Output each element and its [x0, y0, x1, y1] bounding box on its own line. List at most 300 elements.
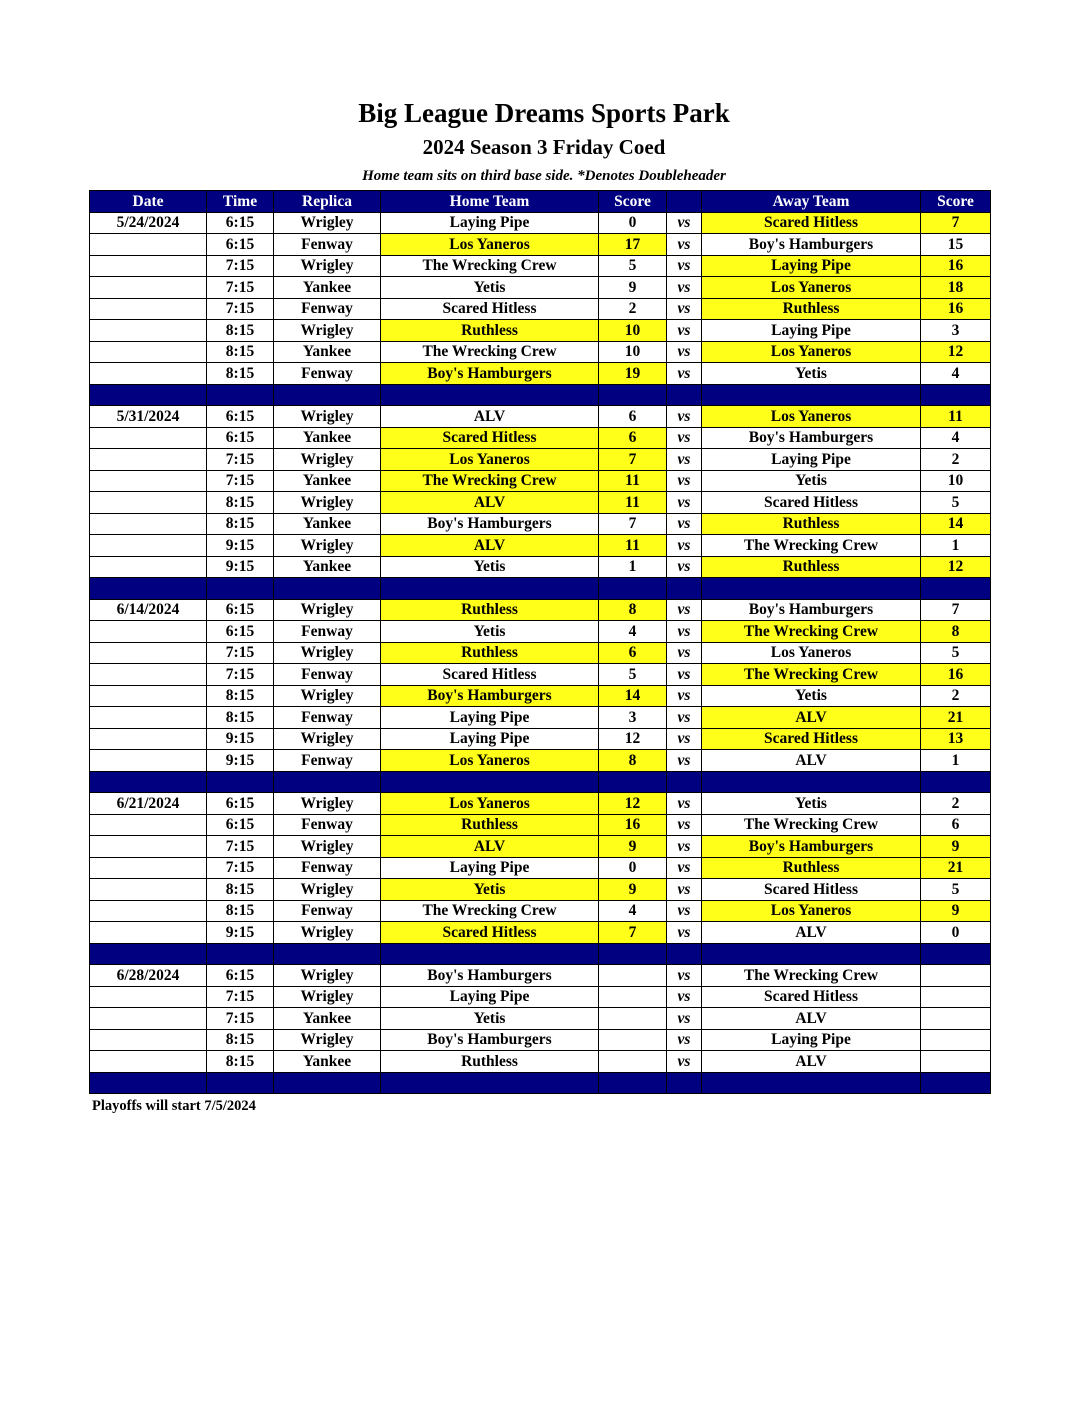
home-team: Boy's Hamburgers	[381, 965, 599, 987]
home-score	[599, 1051, 667, 1073]
vs-label: vs	[667, 556, 702, 578]
vs-label: vs	[667, 1029, 702, 1051]
game-replica: Fenway	[274, 234, 381, 256]
home-team: Scared Hitless	[381, 664, 599, 686]
home-score: 8	[599, 750, 667, 772]
game-date	[90, 1051, 207, 1073]
away-score: 12	[921, 556, 991, 578]
vs-label: vs	[667, 277, 702, 299]
separator-cell	[702, 1072, 921, 1094]
away-score: 15	[921, 234, 991, 256]
vs-label: vs	[667, 685, 702, 707]
away-score: 12	[921, 341, 991, 363]
separator-cell	[667, 384, 702, 406]
game-date	[90, 814, 207, 836]
home-team: Laying Pipe	[381, 986, 599, 1008]
vs-label: vs	[667, 406, 702, 428]
away-score: 3	[921, 320, 991, 342]
home-score: 6	[599, 406, 667, 428]
home-team: ALV	[381, 406, 599, 428]
separator-cell	[90, 578, 207, 600]
game-time: 7:15	[207, 1008, 274, 1030]
game-row	[90, 449, 991, 471]
week-separator	[90, 1072, 991, 1094]
home-score: 2	[599, 298, 667, 320]
away-team: Scared Hitless	[702, 212, 921, 234]
home-score: 0	[599, 212, 667, 234]
game-time: 6:15	[207, 212, 274, 234]
home-score: 8	[599, 599, 667, 621]
separator-cell	[921, 1072, 991, 1094]
away-score: 5	[921, 879, 991, 901]
game-row	[90, 1029, 991, 1051]
game-replica: Wrigley	[274, 965, 381, 987]
game-replica: Wrigley	[274, 212, 381, 234]
vs-label: vs	[667, 1051, 702, 1073]
away-score: 9	[921, 836, 991, 858]
separator-cell	[702, 771, 921, 793]
game-row	[90, 664, 991, 686]
away-team: ALV	[702, 1051, 921, 1073]
home-team: Yetis	[381, 277, 599, 299]
away-team: Laying Pipe	[702, 255, 921, 277]
separator-cell	[274, 771, 381, 793]
game-row	[90, 965, 991, 987]
schedule-table	[89, 190, 991, 1094]
game-replica: Wrigley	[274, 449, 381, 471]
vs-label: vs	[667, 750, 702, 772]
away-team: Boy's Hamburgers	[702, 836, 921, 858]
vs-label: vs	[667, 857, 702, 879]
game-date	[90, 1008, 207, 1030]
game-time: 6:15	[207, 427, 274, 449]
away-score: 2	[921, 793, 991, 815]
away-team: Los Yaneros	[702, 900, 921, 922]
game-date: 5/24/2024	[90, 212, 207, 234]
away-team: The Wrecking Crew	[702, 535, 921, 557]
game-replica: Yankee	[274, 470, 381, 492]
home-score: 7	[599, 922, 667, 944]
game-time: 9:15	[207, 728, 274, 750]
game-row	[90, 986, 991, 1008]
home-team: Laying Pipe	[381, 212, 599, 234]
game-replica: Wrigley	[274, 406, 381, 428]
game-replica: Fenway	[274, 621, 381, 643]
home-score: 5	[599, 255, 667, 277]
away-team: The Wrecking Crew	[702, 965, 921, 987]
page-title: Big League Dreams Sports Park	[358, 98, 730, 128]
game-replica: Wrigley	[274, 836, 381, 858]
game-time: 9:15	[207, 556, 274, 578]
game-row	[90, 470, 991, 492]
game-row	[90, 750, 991, 772]
away-team: Los Yaneros	[702, 642, 921, 664]
game-date	[90, 298, 207, 320]
home-score: 19	[599, 363, 667, 385]
home-score: 11	[599, 535, 667, 557]
home-team: Yetis	[381, 621, 599, 643]
game-replica: Wrigley	[274, 986, 381, 1008]
home-team: Laying Pipe	[381, 728, 599, 750]
home-score: 1	[599, 556, 667, 578]
separator-cell	[90, 384, 207, 406]
away-team: Scared Hitless	[702, 728, 921, 750]
home-score: 6	[599, 427, 667, 449]
separator-cell	[921, 771, 991, 793]
game-row	[90, 492, 991, 514]
game-time: 8:15	[207, 363, 274, 385]
game-replica: Fenway	[274, 814, 381, 836]
home-score: 12	[599, 728, 667, 750]
game-date	[90, 341, 207, 363]
vs-label: vs	[667, 1008, 702, 1030]
game-date	[90, 857, 207, 879]
separator-cell	[702, 578, 921, 600]
game-replica: Wrigley	[274, 535, 381, 557]
vs-label: vs	[667, 427, 702, 449]
game-date: 6/21/2024	[90, 793, 207, 815]
separator-cell	[667, 943, 702, 965]
header-away-score: Score	[921, 191, 991, 213]
week-separator	[90, 943, 991, 965]
separator-cell	[90, 771, 207, 793]
schedule-note: Home team sits on third base side. *Denotes Doubleheader	[362, 168, 726, 184]
game-time: 7:15	[207, 470, 274, 492]
game-time: 8:15	[207, 1029, 274, 1051]
away-team: Scared Hitless	[702, 492, 921, 514]
game-time: 7:15	[207, 986, 274, 1008]
separator-cell	[599, 384, 667, 406]
game-replica: Fenway	[274, 363, 381, 385]
vs-label: vs	[667, 470, 702, 492]
game-replica: Wrigley	[274, 685, 381, 707]
game-replica: Fenway	[274, 664, 381, 686]
home-score: 9	[599, 277, 667, 299]
game-date	[90, 255, 207, 277]
week-separator	[90, 771, 991, 793]
vs-label: vs	[667, 599, 702, 621]
game-date	[90, 728, 207, 750]
separator-cell	[207, 771, 274, 793]
away-score: 16	[921, 298, 991, 320]
game-date	[90, 685, 207, 707]
home-team: The Wrecking Crew	[381, 255, 599, 277]
game-time: 6:15	[207, 965, 274, 987]
game-date	[90, 492, 207, 514]
home-team: The Wrecking Crew	[381, 470, 599, 492]
vs-label: vs	[667, 642, 702, 664]
separator-cell	[667, 771, 702, 793]
home-score: 10	[599, 341, 667, 363]
game-date	[90, 621, 207, 643]
game-replica: Wrigley	[274, 599, 381, 621]
home-score: 14	[599, 685, 667, 707]
game-replica: Wrigley	[274, 793, 381, 815]
separator-cell	[667, 1072, 702, 1094]
home-team: Boy's Hamburgers	[381, 513, 599, 535]
home-team: Ruthless	[381, 599, 599, 621]
away-team: Yetis	[702, 470, 921, 492]
game-time: 7:15	[207, 255, 274, 277]
away-score: 4	[921, 363, 991, 385]
away-score: 14	[921, 513, 991, 535]
home-score	[599, 986, 667, 1008]
playoffs-note: Playoffs will start 7/5/2024	[92, 1098, 256, 1114]
away-score: 21	[921, 707, 991, 729]
away-score: 1	[921, 750, 991, 772]
game-row	[90, 298, 991, 320]
away-team: Los Yaneros	[702, 341, 921, 363]
game-row	[90, 320, 991, 342]
away-team: Los Yaneros	[702, 277, 921, 299]
away-score: 21	[921, 857, 991, 879]
away-team: Ruthless	[702, 513, 921, 535]
away-team: Laying Pipe	[702, 1029, 921, 1051]
separator-cell	[274, 943, 381, 965]
game-replica: Yankee	[274, 556, 381, 578]
game-row	[90, 363, 991, 385]
game-time: 6:15	[207, 793, 274, 815]
away-score: 11	[921, 406, 991, 428]
game-time: 6:15	[207, 621, 274, 643]
header-time: Time	[207, 191, 274, 213]
vs-label: vs	[667, 621, 702, 643]
separator-cell	[207, 384, 274, 406]
game-time: 8:15	[207, 1051, 274, 1073]
away-team: The Wrecking Crew	[702, 664, 921, 686]
game-row	[90, 685, 991, 707]
away-team: Scared Hitless	[702, 986, 921, 1008]
away-score: 16	[921, 255, 991, 277]
game-time: 6:15	[207, 234, 274, 256]
away-score: 1	[921, 535, 991, 557]
vs-label: vs	[667, 836, 702, 858]
separator-cell	[274, 578, 381, 600]
vs-label: vs	[667, 363, 702, 385]
separator-cell	[921, 578, 991, 600]
home-team: Ruthless	[381, 320, 599, 342]
game-replica: Yankee	[274, 277, 381, 299]
home-score: 11	[599, 470, 667, 492]
separator-cell	[599, 578, 667, 600]
vs-label: vs	[667, 965, 702, 987]
home-score: 9	[599, 879, 667, 901]
vs-label: vs	[667, 707, 702, 729]
game-row	[90, 1008, 991, 1030]
header-vs	[667, 191, 702, 213]
separator-cell	[207, 1072, 274, 1094]
separator-cell	[90, 943, 207, 965]
game-replica: Fenway	[274, 900, 381, 922]
separator-cell	[702, 384, 921, 406]
home-team: Los Yaneros	[381, 234, 599, 256]
game-replica: Wrigley	[274, 1029, 381, 1051]
game-date	[90, 535, 207, 557]
game-time: 6:15	[207, 599, 274, 621]
game-row	[90, 836, 991, 858]
separator-cell	[274, 384, 381, 406]
vs-label: vs	[667, 513, 702, 535]
week-separator	[90, 384, 991, 406]
vs-label: vs	[667, 793, 702, 815]
game-time: 6:15	[207, 406, 274, 428]
away-score	[921, 986, 991, 1008]
home-team: Yetis	[381, 879, 599, 901]
game-row	[90, 900, 991, 922]
header-date: Date	[90, 191, 207, 213]
home-score	[599, 965, 667, 987]
game-replica: Fenway	[274, 857, 381, 879]
game-time: 7:15	[207, 664, 274, 686]
game-replica: Yankee	[274, 1051, 381, 1073]
game-date	[90, 900, 207, 922]
away-team: Laying Pipe	[702, 320, 921, 342]
vs-label: vs	[667, 900, 702, 922]
home-score: 10	[599, 320, 667, 342]
game-time: 7:15	[207, 449, 274, 471]
game-date	[90, 234, 207, 256]
home-team: The Wrecking Crew	[381, 900, 599, 922]
away-team: Boy's Hamburgers	[702, 427, 921, 449]
game-date	[90, 449, 207, 471]
game-replica: Wrigley	[274, 320, 381, 342]
page-subtitle: 2024 Season 3 Friday Coed	[422, 135, 666, 159]
home-team: ALV	[381, 492, 599, 514]
away-score	[921, 1051, 991, 1073]
game-row	[90, 599, 991, 621]
separator-cell	[599, 943, 667, 965]
vs-label: vs	[667, 728, 702, 750]
schedule-body	[90, 212, 991, 1094]
game-time: 8:15	[207, 707, 274, 729]
game-date	[90, 986, 207, 1008]
separator-cell	[599, 1072, 667, 1094]
home-score: 17	[599, 234, 667, 256]
game-replica: Yankee	[274, 1008, 381, 1030]
game-row	[90, 255, 991, 277]
game-row	[90, 535, 991, 557]
vs-label: vs	[667, 664, 702, 686]
game-date	[90, 277, 207, 299]
separator-cell	[274, 1072, 381, 1094]
away-score: 7	[921, 212, 991, 234]
game-replica: Wrigley	[274, 255, 381, 277]
home-team: Yetis	[381, 556, 599, 578]
game-date	[90, 320, 207, 342]
game-date	[90, 707, 207, 729]
home-team: Laying Pipe	[381, 857, 599, 879]
game-time: 8:15	[207, 685, 274, 707]
game-time: 8:15	[207, 900, 274, 922]
game-time: 8:15	[207, 513, 274, 535]
away-team: Yetis	[702, 363, 921, 385]
game-row	[90, 556, 991, 578]
game-time: 7:15	[207, 277, 274, 299]
game-date	[90, 922, 207, 944]
game-row	[90, 1051, 991, 1073]
away-team: Ruthless	[702, 857, 921, 879]
home-team: Scared Hitless	[381, 427, 599, 449]
separator-cell	[921, 384, 991, 406]
game-replica: Fenway	[274, 707, 381, 729]
vs-label: vs	[667, 814, 702, 836]
home-team: Boy's Hamburgers	[381, 685, 599, 707]
game-time: 9:15	[207, 922, 274, 944]
game-time: 9:15	[207, 535, 274, 557]
game-row	[90, 621, 991, 643]
vs-label: vs	[667, 320, 702, 342]
separator-cell	[90, 1072, 207, 1094]
away-team: ALV	[702, 922, 921, 944]
away-score: 13	[921, 728, 991, 750]
vs-label: vs	[667, 449, 702, 471]
away-score: 8	[921, 621, 991, 643]
vs-label: vs	[667, 879, 702, 901]
away-score: 18	[921, 277, 991, 299]
game-row	[90, 793, 991, 815]
game-row	[90, 341, 991, 363]
away-score: 2	[921, 449, 991, 471]
home-score: 11	[599, 492, 667, 514]
away-team: ALV	[702, 750, 921, 772]
home-team: Boy's Hamburgers	[381, 1029, 599, 1051]
vs-label: vs	[667, 234, 702, 256]
away-team: Yetis	[702, 793, 921, 815]
away-team: Ruthless	[702, 298, 921, 320]
game-replica: Wrigley	[274, 642, 381, 664]
home-score: 4	[599, 621, 667, 643]
game-replica: Yankee	[274, 341, 381, 363]
game-replica: Wrigley	[274, 922, 381, 944]
separator-cell	[207, 943, 274, 965]
away-team: ALV	[702, 1008, 921, 1030]
game-replica: Fenway	[274, 750, 381, 772]
game-replica: Wrigley	[274, 728, 381, 750]
separator-cell	[381, 1072, 599, 1094]
game-row	[90, 513, 991, 535]
game-date	[90, 513, 207, 535]
home-score: 5	[599, 664, 667, 686]
game-row	[90, 642, 991, 664]
game-date: 6/28/2024	[90, 965, 207, 987]
game-time: 7:15	[207, 298, 274, 320]
home-score: 12	[599, 793, 667, 815]
home-score: 9	[599, 836, 667, 858]
game-date	[90, 1029, 207, 1051]
game-date	[90, 664, 207, 686]
game-time: 6:15	[207, 814, 274, 836]
game-date	[90, 879, 207, 901]
game-date	[90, 427, 207, 449]
separator-cell	[381, 578, 599, 600]
away-team: The Wrecking Crew	[702, 814, 921, 836]
vs-label: vs	[667, 492, 702, 514]
home-team: ALV	[381, 836, 599, 858]
game-time: 9:15	[207, 750, 274, 772]
home-team: Laying Pipe	[381, 707, 599, 729]
away-score: 10	[921, 470, 991, 492]
vs-label: vs	[667, 535, 702, 557]
game-time: 8:15	[207, 879, 274, 901]
week-separator	[90, 578, 991, 600]
separator-cell	[381, 384, 599, 406]
game-time: 7:15	[207, 836, 274, 858]
game-date	[90, 836, 207, 858]
home-team: The Wrecking Crew	[381, 341, 599, 363]
away-team: Yetis	[702, 685, 921, 707]
home-score: 4	[599, 900, 667, 922]
home-team: Los Yaneros	[381, 449, 599, 471]
